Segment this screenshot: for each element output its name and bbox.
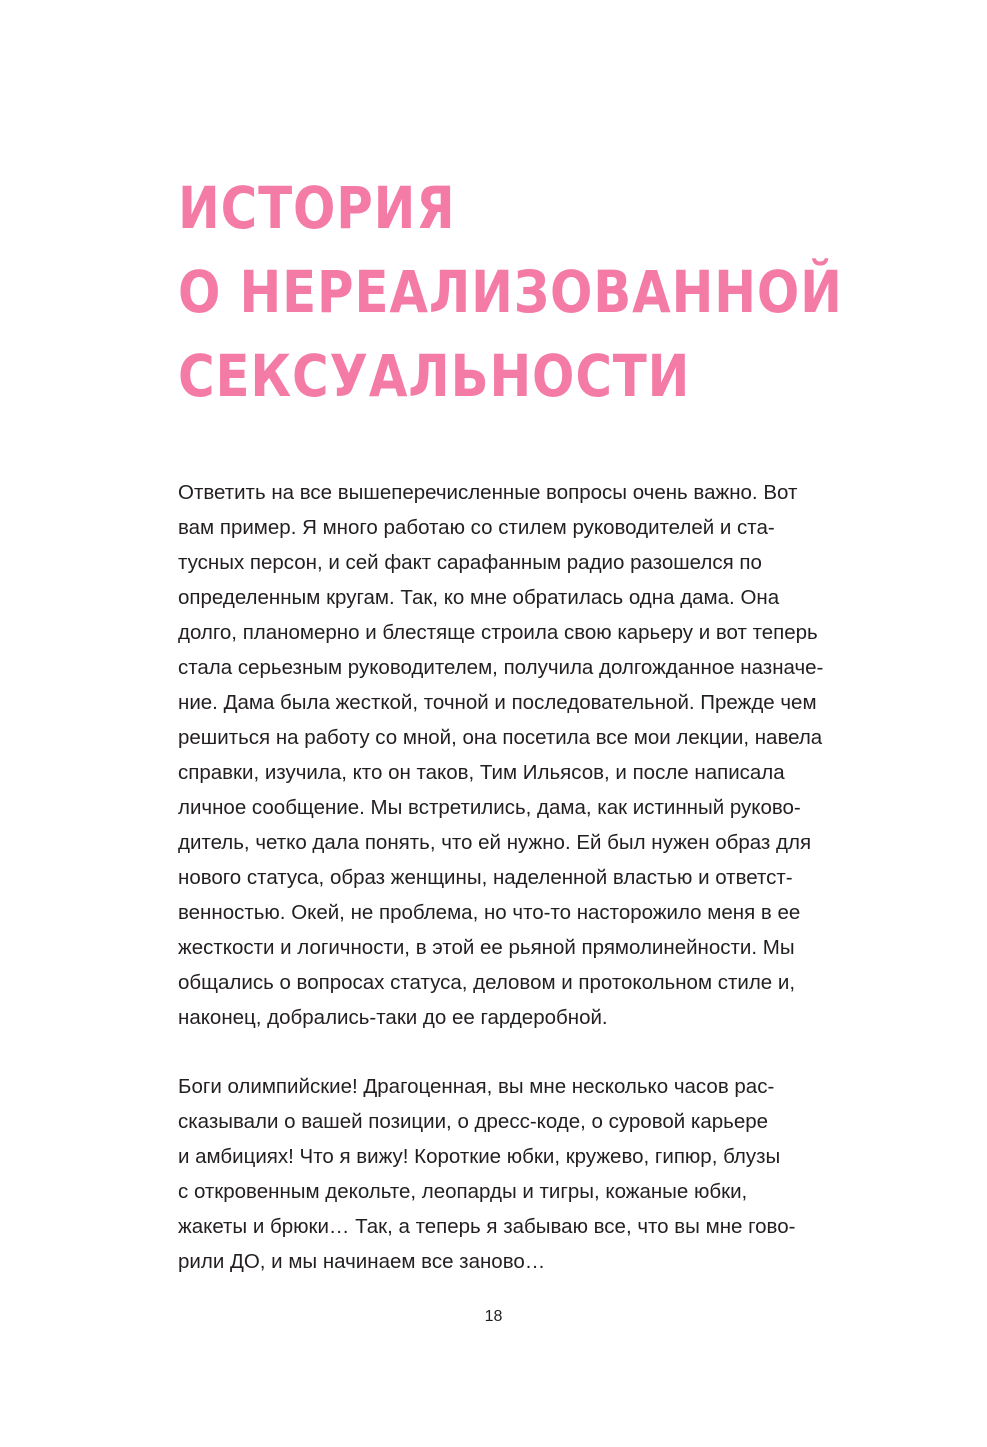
text-line: жакеты и брюки… Так, а теперь я забываю все, что вы мне гово- [178,1215,796,1238]
text-line: нового статуса, образ женщины, наделенной властью и ответст- [178,866,793,889]
text-line: дитель, четко дала понять, что ей нужно. Ей был нужен образ для [178,831,812,854]
chapter-title [178,166,843,418]
paragraph-1 [178,475,864,1035]
text-line: вам пример. Я много работаю со стилем руководителей и ста- [178,516,775,539]
text-line: Боги олимпийские! Драгоценная, вы мне несколько часов рас- [178,1075,775,1098]
text-line: личное сообщение. Мы встретились, дама, как истинный руково- [178,796,801,819]
text-line: сказывали о вашей позиции, о дресс-коде, о суровой карьере [178,1110,769,1133]
text-line: Ответить на все вышеперечисленные вопросы очень важно. Вот [178,481,798,504]
text-line: наконец, добрались-таки до ее гардеробной. [178,1006,608,1029]
text-line: стала серьезным руководителем, получила долгожданное назначе- [178,656,824,679]
text-line: справки, изучила, кто он таков, Тим Ильясов, и после написала [178,761,785,784]
text-line: ние. Дама была жесткой, точной и последовательной. Прежде чем [178,691,817,714]
chapter-title-line-1: ИСТОРИЯ [178,174,456,242]
text-line: рили ДО, и мы начинаем все заново… [178,1250,546,1273]
chapter-title-line-2: О НЕРЕАЛИЗОВАННОЙ [178,258,843,326]
paragraph-2 [178,1069,864,1279]
text-line: и амбициях! Что я вижу! Короткие юбки, кружево, гипюр, блузы [178,1145,781,1168]
text-line: венностью. Окей, не проблема, но что-то насторожило меня в ее [178,901,801,924]
text-line: общались о вопросах статуса, деловом и протокольном стиле и, [178,971,796,994]
text-line: жесткости и логичности, в этой ее рьяной прямолинейности. Мы [178,936,795,959]
chapter-title-line-3: СЕКСУАЛЬНОСТИ [178,342,691,410]
text-line: тусных персон, и сей факт сарафанным радио разошелся по [178,551,762,574]
text-line: с откровенным декольте, леопарды и тигры, кожаные юбки, [178,1180,748,1203]
text-line: решиться на работу со мной, она посетила все мои лекции, навела [178,726,823,749]
page-number: 18 [484,1308,503,1325]
text-line: долго, планомерно и блестяще строила свою карьеру и вот теперь [178,621,818,644]
text-line: определенным кругам. Так, ко мне обратилась одна дама. Она [178,586,780,609]
